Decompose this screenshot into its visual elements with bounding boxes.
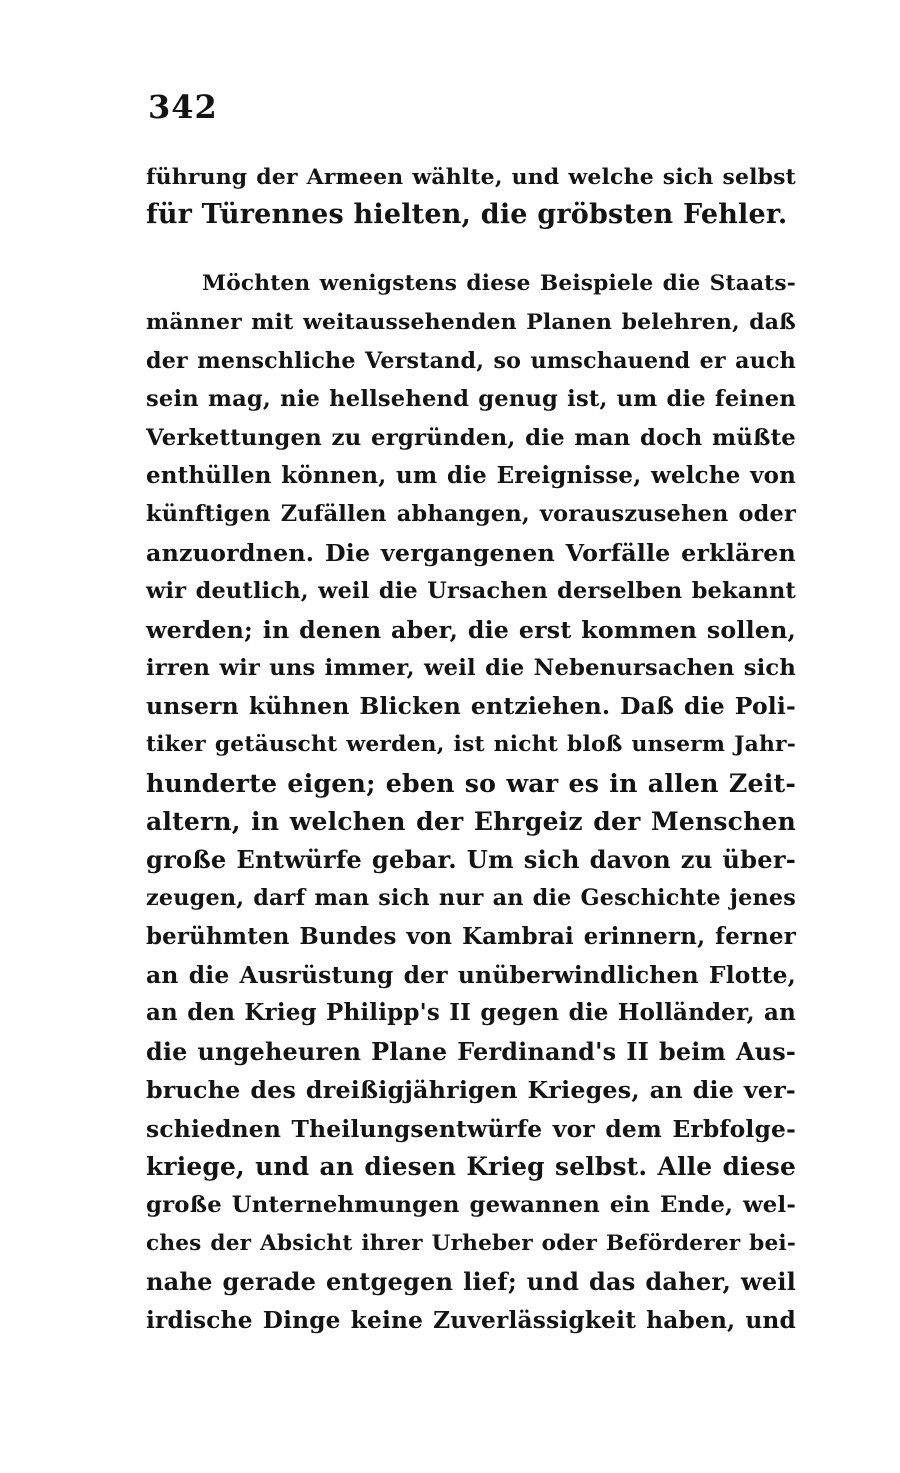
text-line: sein mag, nie hellsehend genug ist, um die feinen	[146, 386, 796, 413]
text-line: an die Ausrüstung der unüberwindlichen Flotte,	[146, 961, 796, 990]
text-line: bruche des dreißigjährigen Krieges, an die ver-	[146, 1076, 796, 1105]
text-line: altern, in welchen der Ehrgeiz der Menschen	[146, 806, 796, 837]
paragraph-continuation	[146, 158, 796, 235]
text-line: künftigen Zufällen abhangen, vorauszusehen oder	[146, 501, 796, 528]
text-line: Verkettungen zu ergründen, die man doch müßte	[146, 424, 796, 451]
text-line: kriege, und an diesen Krieg selbst. Alle diese	[146, 1151, 796, 1181]
text-line: wir deutlich, weil die Ursachen derselben bekannt	[146, 578, 796, 605]
text-line: ches der Absicht ihrer Urheber oder Beförderer bei-	[146, 1230, 796, 1256]
text-line: berühmten Bundes von Kambrai erinnern, ferner	[146, 923, 796, 950]
text-line: enthüllen können, um die Ereignisse, welche von	[146, 461, 796, 489]
text-line: für Türennes hielten, die gröbsten Fehler.	[146, 199, 788, 231]
text-line: große Entwürfe gebar. Um sich davon zu über-	[146, 844, 796, 874]
text-line: schiednen Theilungsentwürfe vor dem Erbfolge-	[146, 1114, 796, 1143]
text-line: der menschliche Verstand, so umschauend er auch	[146, 347, 796, 374]
text-line: unsern kühnen Blicken entziehen. Daß die Poli-	[146, 692, 796, 721]
text-line: werden; in denen aber, die erst kommen sollen,	[146, 615, 796, 644]
text-line: nahe gerade entgegen lief; und das daher, weil	[146, 1267, 796, 1297]
text-line: irren wir uns immer, weil die Nebenursachen sich	[146, 654, 796, 681]
text-line: anzuordnen. Die vergangenen Vorfälle erklären	[146, 538, 796, 567]
text-line: Möchten wenigstens diese Beispiele die Staats-	[202, 271, 796, 296]
paragraph-main	[146, 265, 796, 1340]
text-line: zeugen, darf man sich nur an die Geschichte jenes	[146, 885, 796, 912]
text-line: führung der Armeen wählte, und welche sich selbst	[146, 164, 796, 190]
page-number: 342	[148, 88, 218, 126]
text-line: die ungeheuren Plane Ferdinand's II beim Aus-	[146, 1037, 796, 1066]
text-line: an den Krieg Philipp's II gegen die Holländer, an	[146, 999, 796, 1027]
text-line: irdische Dinge keine Zuverlässigkeit haben, und	[146, 1306, 796, 1334]
text-line: hunderte eigen; eben so war es in allen Zeit-	[146, 768, 796, 799]
text-line: große Unternehmungen gewannen ein Ende, wel-	[146, 1192, 796, 1219]
text-line: tiker getäuscht werden, ist nicht bloß unserm Jahr-	[146, 731, 796, 757]
text-line: männer mit weitaussehenden Planen belehren, daß	[146, 309, 796, 336]
